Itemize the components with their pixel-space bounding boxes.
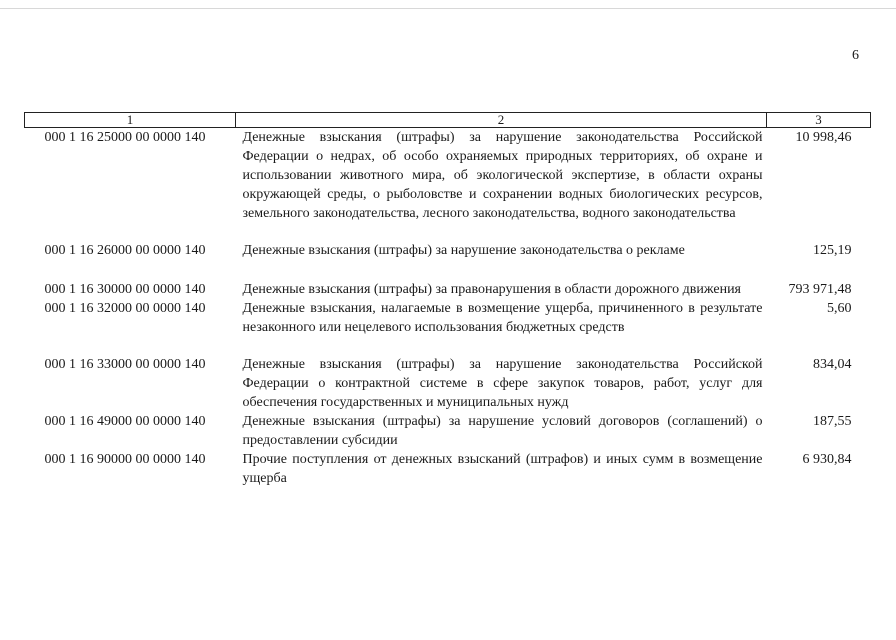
table-row [25,128,871,224]
scan-edge-line [0,8,896,9]
revenue-amount: 5,60 [827,301,852,316]
budget-code: 000 1 16 30000 00 0000 140 [44,282,206,297]
revenue-description: Денежные взыскания (штрафы) за нарушение законодательства Российской Федерации о контрактной системе в сфере закупок товаров, работ, услуг для обеспечения государственных и муниципальных нужд [242,357,763,410]
budget-code: 000 1 16 90000 00 0000 140 [44,452,206,467]
table-row [25,241,871,260]
table-row [25,280,871,299]
table-row [25,412,871,450]
row-spacer [25,337,871,355]
table-header-row [25,113,871,128]
budget-code: 000 1 16 25000 00 0000 140 [44,130,206,145]
revenue-amount: 125,19 [813,243,852,258]
page-number: 6 [852,48,859,63]
revenue-description: Денежные взыскания (штрафы) за нарушение условий договоров (соглашений) о предоставлении субсидии [242,414,763,448]
table-row [25,299,871,337]
budget-code: 000 1 16 32000 00 0000 140 [44,301,206,316]
budget-code: 000 1 16 26000 00 0000 140 [44,243,206,258]
revenue-amount: 10 998,46 [795,130,852,145]
revenue-table [24,112,871,488]
budget-code: 000 1 16 33000 00 0000 140 [44,357,206,372]
revenue-amount: 187,55 [813,414,852,429]
row-spacer [25,223,871,241]
budget-code: 000 1 16 49000 00 0000 140 [44,414,206,429]
column-header-1: 1 [25,113,236,128]
revenue-description: Денежные взыскания (штрафы) за нарушение законодательства о рекламе [242,243,685,258]
revenue-description: Прочие поступления от денежных взысканий (штрафов) и иных сумм в возмещение ущерба [242,452,763,486]
revenue-amount: 834,04 [813,357,852,372]
column-header-2: 2 [236,113,767,128]
revenue-description: Денежные взыскания, налагаемые в возмещение ущерба, причиненного в результате незаконного или нецелевого использования бюджетных средств [242,301,763,335]
row-spacer [25,260,871,280]
revenue-description: Денежные взыскания (штрафы) за правонарушения в области дорожного движения [242,282,741,297]
revenue-description: Денежные взыскания (штрафы) за нарушение законодательства Российской Федерации о недрах, об особо охраняемых природных территориях, об охране и использовании животного мира, об экологической экспертизе, в области охраны окружающей среды, о рыболовстве и сохранении водных биологических ресурсов, земельного законодательства, лесного законодательства, водного законодательства [242,130,763,221]
table-row [25,450,871,488]
revenue-amount: 793 971,48 [788,282,852,297]
table-row [25,355,871,412]
column-header-3: 3 [767,113,871,128]
revenue-amount: 6 930,84 [802,452,852,467]
